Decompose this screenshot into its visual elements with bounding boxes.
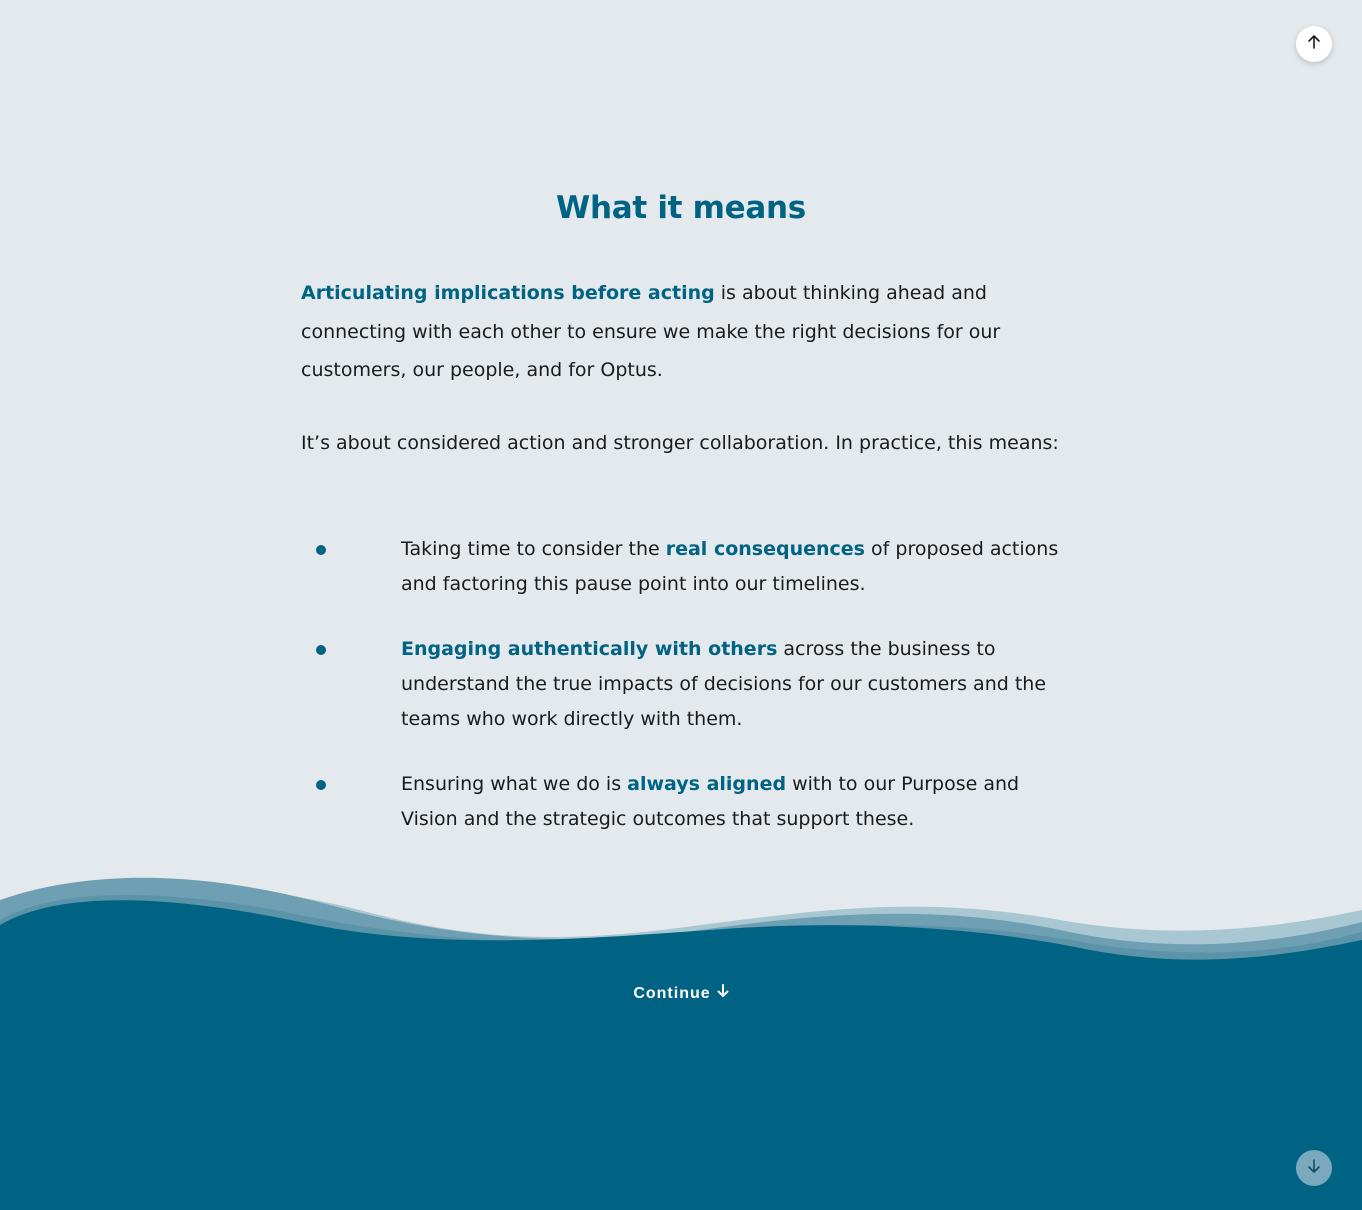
bullet-highlight: always aligned xyxy=(627,773,787,795)
bullet-dot-icon xyxy=(316,545,326,555)
bullet-text xyxy=(401,632,1061,737)
main-content xyxy=(301,190,1061,830)
continue-label: Continue xyxy=(633,984,711,1002)
intro-paragraph xyxy=(301,274,1061,390)
bullet-text-after: across the business to understand the true impacts of decisions for our customers and the teams who work directly with them. xyxy=(401,638,1047,730)
continue-button[interactable] xyxy=(0,984,1362,1003)
scroll-down-button[interactable] xyxy=(1296,1150,1332,1186)
summary-paragraph: It’s about considered action and stronger collaboration. In practice, this means: xyxy=(301,432,1059,454)
bullet-text xyxy=(401,767,1061,837)
bullet-text-after: with to our Purpose and Vision and the strategic outcomes that support these. xyxy=(401,773,1020,830)
arrow-down-icon xyxy=(717,984,729,1003)
arrow-down-icon xyxy=(1306,1158,1322,1178)
scroll-to-top-button[interactable] xyxy=(1296,26,1332,62)
list-item xyxy=(301,767,1061,837)
bullet-text-before: Taking time to consider the xyxy=(401,538,666,560)
bullet-dot-icon xyxy=(316,780,326,790)
bullet-text-after: of proposed actions and factoring this pause point into our timelines. xyxy=(401,538,1059,595)
list-item xyxy=(301,632,1061,737)
bullet-list xyxy=(301,532,1061,867)
bullet-highlight: Engaging authentically with others xyxy=(401,638,778,660)
bullet-dot-icon xyxy=(316,645,326,655)
bullet-text-before: Ensuring what we do is xyxy=(401,773,628,795)
list-item xyxy=(301,532,1061,602)
intro-text: is about thinking ahead and connecting with each other to ensure we make the right decisions for our customers, our people, and for Optus. xyxy=(301,282,1001,381)
intro-highlight: Articulating implications before acting xyxy=(301,282,715,304)
page-title: What it means xyxy=(556,190,806,226)
bullet-text xyxy=(401,532,1061,602)
arrow-up-icon xyxy=(1306,34,1322,54)
bullet-highlight: real consequences xyxy=(665,538,865,560)
